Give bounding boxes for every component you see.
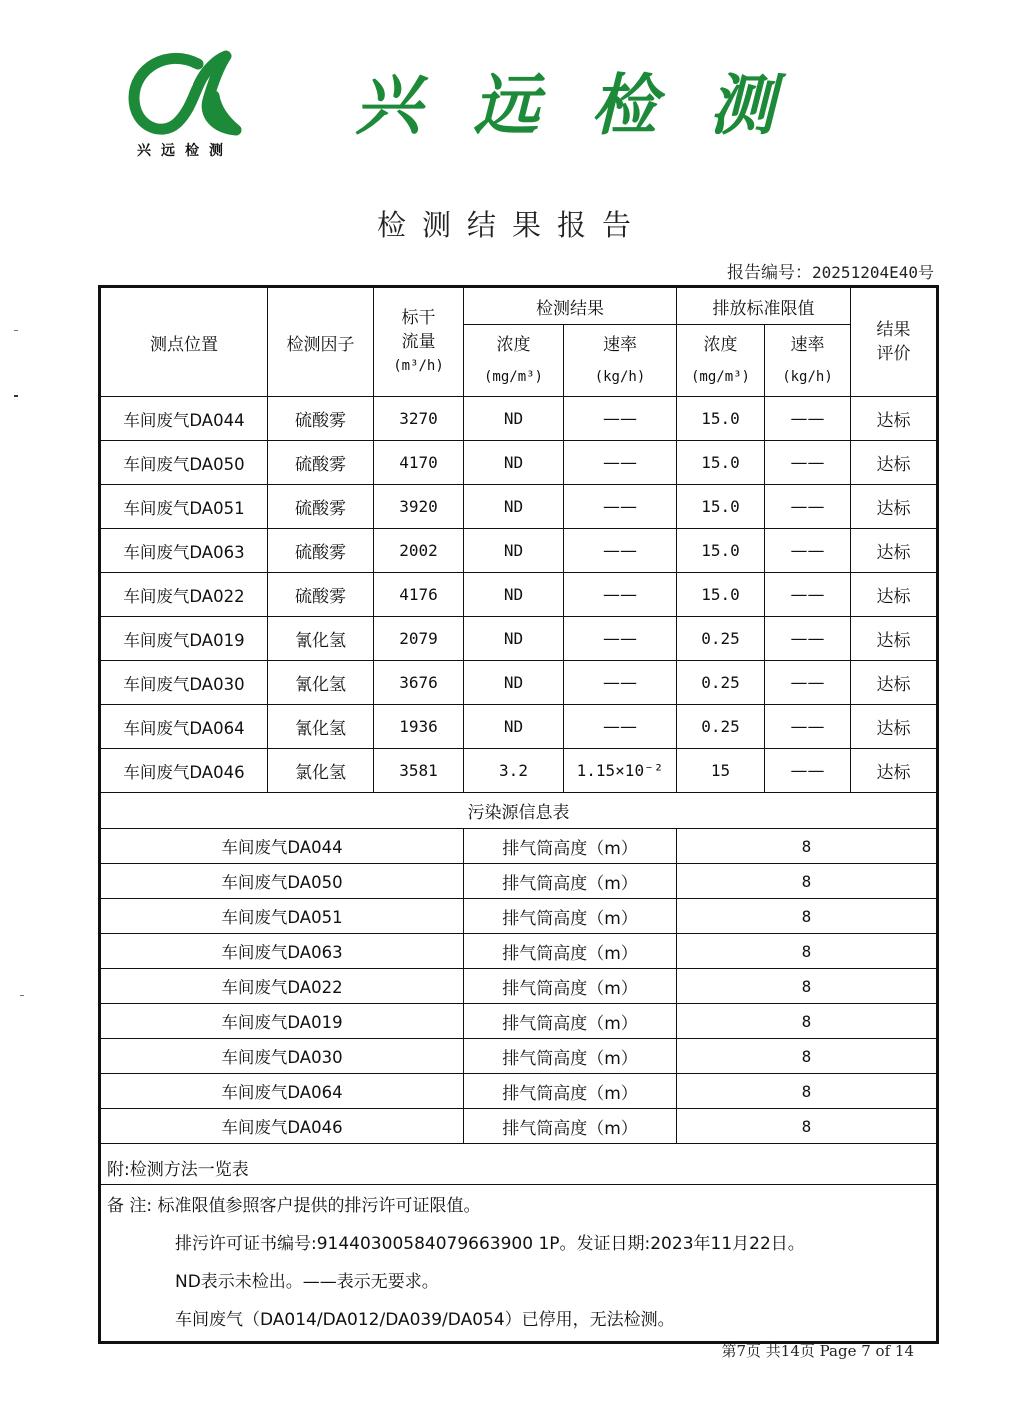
source-param: 排气筒高度（m） bbox=[464, 1039, 677, 1074]
header-evaluation-line2: 评价 bbox=[876, 344, 911, 364]
header-limit: 排放标准限值 bbox=[677, 287, 851, 325]
source-param: 排气筒高度（m） bbox=[464, 969, 677, 1004]
cell-evaluation: 达标 bbox=[851, 397, 938, 441]
brand-name: 兴远检测 bbox=[355, 66, 827, 144]
scan-mark bbox=[14, 395, 18, 397]
source-value: 8 bbox=[677, 899, 938, 934]
source-location: 车间废气DA030 bbox=[100, 1039, 464, 1074]
source-param: 排气筒高度（m） bbox=[464, 899, 677, 934]
cell-conc: ND bbox=[464, 397, 564, 441]
cell-factor: 氯化氢 bbox=[268, 749, 374, 793]
source-value: 8 bbox=[677, 1074, 938, 1109]
header-evaluation-line1: 结果 bbox=[876, 320, 911, 340]
cell-location: 车间废气DA019 bbox=[100, 617, 268, 661]
cell-factor: 氰化氢 bbox=[268, 617, 374, 661]
results-table bbox=[98, 285, 939, 1344]
cell-location: 车间废气DA051 bbox=[100, 485, 268, 529]
cell-limit-rate: —— bbox=[765, 397, 851, 441]
source-value: 8 bbox=[677, 1109, 938, 1144]
cell-factor: 硫酸雾 bbox=[268, 529, 374, 573]
cell-location: 车间废气DA063 bbox=[100, 529, 268, 573]
source-location: 车间废气DA044 bbox=[100, 829, 464, 864]
source-location: 车间废气DA046 bbox=[100, 1109, 464, 1144]
cell-flow: 3676 bbox=[374, 661, 464, 705]
cell-flow: 1936 bbox=[374, 705, 464, 749]
header-conc bbox=[464, 325, 564, 397]
source-param: 排气筒高度（m） bbox=[464, 1004, 677, 1039]
appendix: 附:检测方法一览表 bbox=[100, 1144, 938, 1185]
cell-rate: —— bbox=[564, 705, 677, 749]
cell-location: 车间废气DA022 bbox=[100, 573, 268, 617]
cell-limit-conc: 15.0 bbox=[677, 397, 765, 441]
cell-limit-conc: 15.0 bbox=[677, 529, 765, 573]
source-location: 车间废气DA064 bbox=[100, 1074, 464, 1109]
cell-factor: 氰化氢 bbox=[268, 661, 374, 705]
table-row bbox=[100, 485, 938, 529]
cell-limit-conc: 0.25 bbox=[677, 617, 765, 661]
cell-limit-rate: —— bbox=[765, 705, 851, 749]
notes-line4: 车间废气（DA014/DA012/DA039/DA054）已停用，无法检测。 bbox=[175, 1310, 675, 1330]
cell-limit-conc: 15.0 bbox=[677, 441, 765, 485]
cell-conc: 3.2 bbox=[464, 749, 564, 793]
cell-rate: —— bbox=[564, 617, 677, 661]
source-row bbox=[100, 969, 938, 1004]
cell-location: 车间废气DA064 bbox=[100, 705, 268, 749]
table-row bbox=[100, 441, 938, 485]
cell-conc: ND bbox=[464, 573, 564, 617]
cell-conc: ND bbox=[464, 529, 564, 573]
source-row bbox=[100, 1004, 938, 1039]
header-flow bbox=[374, 287, 464, 397]
notes-line1: 备 注: 标准限值参照客户提供的排污许可证限值。 bbox=[107, 1196, 481, 1216]
source-row bbox=[100, 1074, 938, 1109]
header-flow-line2: 流量 bbox=[401, 332, 436, 352]
source-location: 车间废气DA022 bbox=[100, 969, 464, 1004]
cell-limit-rate: —— bbox=[765, 749, 851, 793]
header-limit-conc bbox=[677, 325, 765, 397]
cell-rate: 1.15×10⁻² bbox=[564, 749, 677, 793]
header-rate-unit: (kg/h) bbox=[594, 368, 646, 385]
cell-flow: 3581 bbox=[374, 749, 464, 793]
table-row bbox=[100, 661, 938, 705]
cell-limit-rate: —— bbox=[765, 573, 851, 617]
source-row bbox=[100, 899, 938, 934]
source-value: 8 bbox=[677, 829, 938, 864]
source-table-title: 污染源信息表 bbox=[100, 793, 938, 829]
cell-evaluation: 达标 bbox=[851, 705, 938, 749]
page-footer: 第7页 共14页 Page 7 of 14 bbox=[721, 1342, 914, 1360]
header-rate-label: 速率 bbox=[603, 334, 637, 355]
cell-evaluation: 达标 bbox=[851, 573, 938, 617]
source-location: 车间废气DA050 bbox=[100, 864, 464, 899]
source-row bbox=[100, 1109, 938, 1144]
source-param: 排气筒高度（m） bbox=[464, 829, 677, 864]
source-param: 排气筒高度（m） bbox=[464, 1074, 677, 1109]
source-value: 8 bbox=[677, 864, 938, 899]
source-value: 8 bbox=[677, 1004, 938, 1039]
cell-limit-rate: —— bbox=[765, 617, 851, 661]
notes-line3: ND表示未检出。——表示无要求。 bbox=[175, 1272, 439, 1292]
source-row bbox=[100, 1039, 938, 1074]
header-flow-unit: (m³/h) bbox=[393, 358, 444, 374]
source-row bbox=[100, 864, 938, 899]
cell-rate: —— bbox=[564, 441, 677, 485]
header-limit-rate-unit: (kg/h) bbox=[782, 368, 833, 385]
cell-flow: 2079 bbox=[374, 617, 464, 661]
cell-limit-rate: —— bbox=[765, 441, 851, 485]
source-location: 车间废气DA051 bbox=[100, 899, 464, 934]
logo-caption: 兴远检测 bbox=[137, 143, 233, 159]
cell-limit-conc: 0.25 bbox=[677, 661, 765, 705]
source-value: 8 bbox=[677, 1039, 938, 1074]
header-conc-label: 浓度 bbox=[496, 334, 531, 355]
cell-conc: ND bbox=[464, 661, 564, 705]
cell-evaluation: 达标 bbox=[851, 529, 938, 573]
cell-rate: —— bbox=[564, 397, 677, 441]
cell-location: 车间废气DA046 bbox=[100, 749, 268, 793]
cell-factor: 硫酸雾 bbox=[268, 573, 374, 617]
cell-rate: —— bbox=[564, 573, 677, 617]
cell-evaluation: 达标 bbox=[851, 441, 938, 485]
source-param: 排气筒高度（m） bbox=[464, 864, 677, 899]
cell-flow: 4176 bbox=[374, 573, 464, 617]
cell-evaluation: 达标 bbox=[851, 485, 938, 529]
cell-flow: 2002 bbox=[374, 529, 464, 573]
report-number bbox=[727, 258, 934, 283]
cell-location: 车间废气DA050 bbox=[100, 441, 268, 485]
notes bbox=[100, 1185, 938, 1343]
table-row bbox=[100, 617, 938, 661]
cell-flow: 3920 bbox=[374, 485, 464, 529]
cell-evaluation: 达标 bbox=[851, 749, 938, 793]
report-number-label: 报告编号： bbox=[727, 263, 813, 283]
header-rate bbox=[564, 325, 677, 397]
cell-conc: ND bbox=[464, 485, 564, 529]
notes-line2: 排污许可证书编号:91440300584079663900 1P。发证日期:2023年11月22日。 bbox=[175, 1234, 805, 1254]
cell-limit-rate: —— bbox=[765, 529, 851, 573]
header-result: 检测结果 bbox=[464, 287, 677, 325]
header-limit-conc-label: 浓度 bbox=[703, 334, 738, 355]
cell-limit-conc: 0.25 bbox=[677, 705, 765, 749]
notes-label: 备 注: bbox=[107, 1196, 153, 1216]
cell-evaluation: 达标 bbox=[851, 661, 938, 705]
cell-location: 车间废气DA030 bbox=[100, 661, 268, 705]
cell-rate: —— bbox=[564, 485, 677, 529]
source-value: 8 bbox=[677, 934, 938, 969]
scan-mark bbox=[20, 995, 24, 996]
cell-rate: —— bbox=[564, 529, 677, 573]
cell-evaluation: 达标 bbox=[851, 617, 938, 661]
header-limit-conc-unit: (mg/m³) bbox=[690, 368, 750, 385]
header-limit-rate bbox=[765, 325, 851, 397]
header-limit-rate-label: 速率 bbox=[790, 334, 825, 355]
cell-conc: ND bbox=[464, 705, 564, 749]
cell-limit-conc: 15.0 bbox=[677, 573, 765, 617]
source-param: 排气筒高度（m） bbox=[464, 1109, 677, 1144]
source-row bbox=[100, 934, 938, 969]
header-evaluation bbox=[851, 287, 938, 397]
source-location: 车间废气DA019 bbox=[100, 1004, 464, 1039]
cell-location: 车间废气DA044 bbox=[100, 397, 268, 441]
table-row bbox=[100, 397, 938, 441]
report-title: 检测结果报告 bbox=[376, 208, 647, 242]
header-factor: 检测因子 bbox=[268, 287, 374, 397]
cell-limit-conc: 15.0 bbox=[677, 485, 765, 529]
source-row bbox=[100, 829, 938, 864]
report-number-value: 20251204E40号 bbox=[812, 263, 934, 282]
cell-limit-rate: —— bbox=[765, 661, 851, 705]
header-flow-line1: 标干 bbox=[401, 308, 436, 328]
table-row bbox=[100, 705, 938, 749]
scan-mark bbox=[14, 330, 18, 331]
header-location: 测点位置 bbox=[100, 287, 268, 397]
cell-conc: ND bbox=[464, 617, 564, 661]
cell-rate: —— bbox=[564, 661, 677, 705]
cell-flow: 4170 bbox=[374, 441, 464, 485]
source-location: 车间废气DA063 bbox=[100, 934, 464, 969]
table-row bbox=[100, 529, 938, 573]
cell-factor: 氰化氢 bbox=[268, 705, 374, 749]
cell-factor: 硫酸雾 bbox=[268, 485, 374, 529]
cell-flow: 3270 bbox=[374, 397, 464, 441]
table-row bbox=[100, 749, 938, 793]
cell-factor: 硫酸雾 bbox=[268, 441, 374, 485]
source-value: 8 bbox=[677, 969, 938, 1004]
cell-conc: ND bbox=[464, 441, 564, 485]
header-conc-unit: (mg/m³) bbox=[483, 368, 543, 385]
table-row bbox=[100, 573, 938, 617]
source-param: 排气筒高度（m） bbox=[464, 934, 677, 969]
cell-factor: 硫酸雾 bbox=[268, 397, 374, 441]
cell-limit-rate: —— bbox=[765, 485, 851, 529]
cell-limit-conc: 15 bbox=[677, 749, 765, 793]
